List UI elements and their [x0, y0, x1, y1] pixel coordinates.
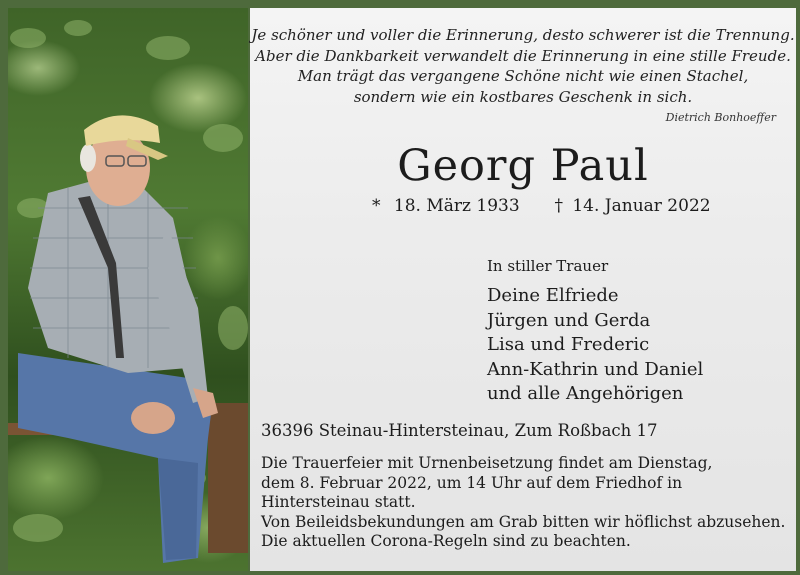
family-address: 36396 Steinau-Hintersteinau, Zum Roßbach 17 [261, 421, 658, 440]
mourner-name: Deine Elfriede [487, 285, 619, 306]
birth-star-icon: * [372, 196, 381, 216]
obituary-text-panel [250, 8, 796, 575]
quote-line: Je schöner und voller die Erinnerung, desto schwerer ist die Trennung. [251, 26, 795, 44]
quote-line: sondern wie ein kostbares Geschenk in sich. [353, 87, 693, 106]
mourner-name: Jürgen und Gerda [487, 309, 651, 331]
mourners-list [487, 284, 703, 407]
birth-date: 18. März 1933 [393, 196, 520, 216]
mourner-name: Ann-Kathrin und Daniel [487, 358, 704, 380]
mourner-name: und alle Angehörigen [487, 383, 684, 404]
mourner-name: Lisa und Frederic [487, 334, 650, 355]
quote-line: Man trägt das vergangene Schöne nicht wie einen Stachel, [297, 67, 749, 85]
quote-author: Dietrich Bonhoeffer [665, 111, 776, 124]
mourning-intro: In stiller Trauer [487, 257, 609, 275]
portrait-photo [8, 8, 248, 575]
portrait-illustration [8, 8, 248, 575]
notice-line: dem 8. Februar 2022, um 14 Uhr auf dem Friedhof in [261, 473, 683, 492]
notice-line: Von Beileidsbekundungen am Grab bitten wir höflichst abzusehen. [261, 512, 786, 531]
funeral-notice [261, 454, 785, 552]
quote-line: Aber die Dankbarkeit verwandelt die Erinnerung in eine stille Freude. [255, 46, 791, 65]
bonhoeffer-quote [250, 25, 796, 107]
death-cross-icon: † [554, 196, 563, 216]
notice-line: Die Trauerfeier mit Urnenbeisetzung findet am Dienstag, [261, 454, 713, 472]
deceased-name: Georg Paul [397, 141, 649, 191]
notice-line: Hintersteinau statt. [261, 493, 416, 511]
life-dates [372, 196, 711, 216]
death-date: 14. Januar 2022 [572, 196, 711, 216]
notice-line: Die aktuellen Corona-Regeln sind zu beachten. [261, 532, 631, 550]
